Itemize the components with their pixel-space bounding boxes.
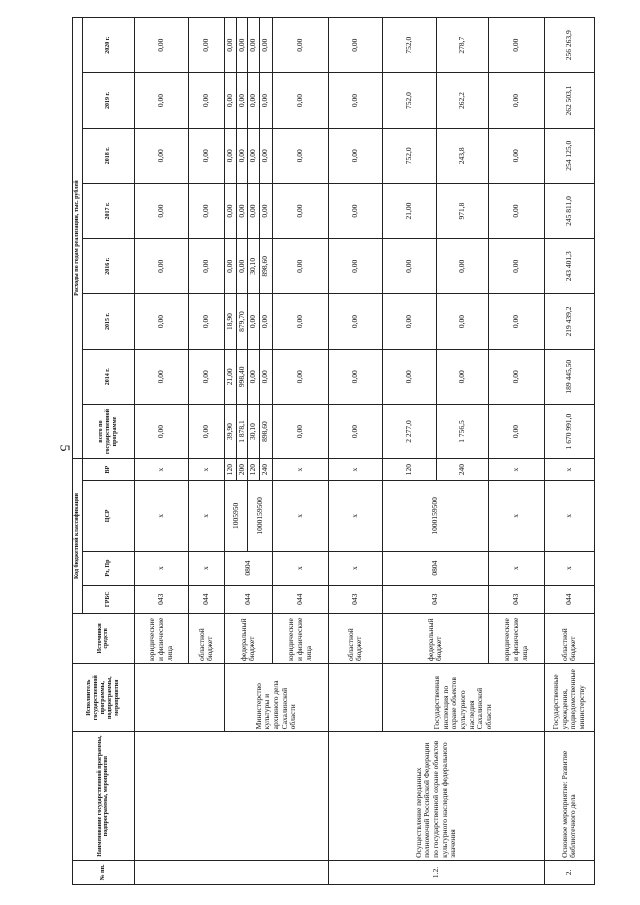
- cell-2019: 752,0: [382, 73, 436, 128]
- cell-2015: 879,70: [236, 294, 248, 349]
- cell-total: 898,60: [259, 404, 272, 458]
- cell-executor: [328, 664, 382, 732]
- cell-num: 1.2.: [328, 860, 544, 884]
- cell-2019: 0,00: [248, 73, 260, 128]
- cell-vr: 120: [382, 459, 436, 481]
- cell-2018: 0,00: [272, 128, 328, 183]
- cell-2017: 0,00: [188, 183, 224, 238]
- cell-vr: х: [188, 459, 224, 481]
- cell-2019: 0,00: [259, 73, 272, 128]
- cell-2015: 0,00: [328, 294, 382, 349]
- cell-2014: 0,00: [488, 349, 544, 404]
- cell-csr: 1005950: [224, 481, 247, 551]
- cell-2017: 0,00: [248, 183, 260, 238]
- cell-rzpr: х: [188, 551, 224, 585]
- cell-2016: 0,00: [272, 239, 328, 294]
- cell-2018: 0,00: [134, 128, 188, 183]
- cell-grbs: 044: [544, 585, 594, 613]
- header-csr: ЦСР: [82, 481, 134, 551]
- cell-vr: х: [134, 459, 188, 481]
- expenses-table: [72, 17, 595, 885]
- cell-total: 1 756,5: [436, 404, 488, 458]
- cell-grbs: 043: [382, 585, 488, 613]
- cell-2020: 0,00: [236, 18, 248, 73]
- header-year-2014: 2014 г.: [82, 349, 134, 404]
- cell-total: 2 277,0: [382, 404, 436, 458]
- cell-total: 0,00: [188, 404, 224, 458]
- cell-2016: 898,60: [259, 239, 272, 294]
- cell-csr: х: [544, 481, 594, 551]
- cell-rzpr: 0804: [382, 551, 488, 585]
- cell-2020: 256 263,9: [544, 18, 594, 73]
- cell-csr: х: [134, 481, 188, 551]
- header-year-2015: 2015 г.: [82, 294, 134, 349]
- cell-vr: 240: [259, 459, 272, 481]
- cell-2019: 262 503,1: [544, 73, 594, 128]
- cell-2017: 245 811,0: [544, 183, 594, 238]
- cell-vr: х: [544, 459, 594, 481]
- cell-2015: 0,00: [259, 294, 272, 349]
- cell-2015: 0,00: [436, 294, 488, 349]
- cell-2020: 0,00: [259, 18, 272, 73]
- cell-executor: Государственные учреждения, подведомственные министерству: [544, 664, 594, 732]
- table-row: [544, 18, 594, 885]
- cell-rzpr: х: [328, 551, 382, 585]
- cell-rzpr: х: [134, 551, 188, 585]
- cell-2017: 971,8: [436, 183, 488, 238]
- cell-2020: 0,00: [188, 18, 224, 73]
- cell-csr: х: [328, 481, 382, 551]
- cell-2020: 0,00: [272, 18, 328, 73]
- cell-2018: 0,00: [248, 128, 260, 183]
- table-row: [328, 18, 382, 885]
- cell-2015: 0,00: [272, 294, 328, 349]
- cell-2016: 0,00: [134, 239, 188, 294]
- cell-csr: 1000159500: [382, 481, 488, 551]
- cell-grbs: 043: [488, 585, 544, 613]
- cell-vr: х: [488, 459, 544, 481]
- cell-2016: 0,00: [436, 239, 488, 294]
- cell-2016: 0,00: [236, 239, 248, 294]
- cell-2015: 0,00: [382, 294, 436, 349]
- cell-2019: 262,2: [436, 73, 488, 128]
- cell-2015: 0,00: [188, 294, 224, 349]
- header-num: № пп.: [73, 860, 135, 884]
- cell-2014: 0,00: [272, 349, 328, 404]
- cell-2014: 0,00: [328, 349, 382, 404]
- cell-2016: 0,00: [382, 239, 436, 294]
- cell-2018: 752,0: [382, 128, 436, 183]
- cell-rzpr: х: [488, 551, 544, 585]
- cell-2018: 243,8: [436, 128, 488, 183]
- cell-total: 1 670 991,0: [544, 404, 594, 458]
- cell-2016: 0,00: [188, 239, 224, 294]
- cell-2014: 189 445,50: [544, 349, 594, 404]
- cell-vr: 120: [224, 459, 236, 481]
- cell-2020: 0,00: [134, 18, 188, 73]
- cell-source: областной бюджет: [328, 613, 382, 663]
- cell-grbs: 043: [134, 585, 188, 613]
- cell-total: 0,00: [488, 404, 544, 458]
- header-year-2017: 2017 г.: [82, 183, 134, 238]
- cell-rzpr: 0804: [224, 551, 272, 585]
- cell-source: федеральный бюджет: [224, 613, 272, 663]
- table-row: [134, 18, 188, 885]
- cell-2018: 0,00: [488, 128, 544, 183]
- cell-2017: 0,00: [328, 183, 382, 238]
- rotated-table-wrapper: [72, 17, 624, 885]
- cell-2019: 0,00: [236, 73, 248, 128]
- cell-2020: 752,0: [382, 18, 436, 73]
- cell-2015: 219 439,2: [544, 294, 594, 349]
- cell-2016: 243 401,3: [544, 239, 594, 294]
- cell-grbs: 044: [272, 585, 328, 613]
- cell-2018: 0,00: [328, 128, 382, 183]
- cell-2015: 0,00: [134, 294, 188, 349]
- header-budget-code: Код бюджетной классификации: [73, 459, 83, 614]
- cell-2014: 0,00: [134, 349, 188, 404]
- cell-name: [134, 732, 328, 861]
- cell-2018: 0,00: [259, 128, 272, 183]
- cell-source: юридические и физические лица: [134, 613, 188, 663]
- cell-source: юридические и физические лица: [488, 613, 544, 663]
- header-year-2016: 2016 г.: [82, 239, 134, 294]
- cell-2017: 21,00: [382, 183, 436, 238]
- cell-executor: [134, 664, 224, 732]
- cell-2016: 0,00: [224, 239, 236, 294]
- header-executor: Исполнитель государственной программы, подпрограммы, мероприятия: [73, 664, 135, 732]
- cell-2018: 0,00: [224, 128, 236, 183]
- cell-total: 1 878,1: [236, 404, 248, 458]
- cell-grbs: 044: [188, 585, 224, 613]
- cell-2015: 18,90: [224, 294, 236, 349]
- cell-vr: х: [328, 459, 382, 481]
- cell-csr: х: [488, 481, 544, 551]
- cell-source: юридические и физические лица: [272, 613, 328, 663]
- cell-2020: 278,7: [436, 18, 488, 73]
- cell-2019: 0,00: [488, 73, 544, 128]
- header-year-2019: 2019 г.: [82, 73, 134, 128]
- cell-source: областной бюджет: [544, 613, 594, 663]
- cell-2019: 0,00: [188, 73, 224, 128]
- cell-2019: 0,00: [134, 73, 188, 128]
- cell-2018: 0,00: [236, 128, 248, 183]
- header-year-2018: 2018 г.: [82, 128, 134, 183]
- cell-2020: 0,00: [224, 18, 236, 73]
- header-vr: ВР: [82, 459, 134, 481]
- cell-2017: 0,00: [488, 183, 544, 238]
- cell-num: 2.: [544, 860, 594, 884]
- cell-2019: 0,00: [224, 73, 236, 128]
- cell-2014: 21,00: [224, 349, 236, 404]
- cell-grbs: 044: [224, 585, 272, 613]
- cell-2014: 0,00: [436, 349, 488, 404]
- cell-name: Основное мероприятие: Развитие библиотечного дела: [544, 732, 594, 861]
- cell-2018: 0,00: [188, 128, 224, 183]
- cell-total: 39,90: [224, 404, 236, 458]
- cell-vr: 120: [248, 459, 260, 481]
- cell-source: областной бюджет: [188, 613, 224, 663]
- cell-2017: 0,00: [224, 183, 236, 238]
- cell-grbs: 043: [328, 585, 382, 613]
- cell-vr: х: [272, 459, 328, 481]
- header-expenses: Расходы по годам реализации, тыс. рублей: [73, 18, 83, 459]
- cell-2015: 0,00: [248, 294, 260, 349]
- cell-2014: 0,00: [248, 349, 260, 404]
- cell-2016: 0,00: [488, 239, 544, 294]
- cell-2018: 254 125,0: [544, 128, 594, 183]
- cell-2014: 0,00: [382, 349, 436, 404]
- cell-total: 30,10: [248, 404, 260, 458]
- cell-csr: х: [188, 481, 224, 551]
- cell-rzpr: х: [272, 551, 328, 585]
- cell-2017: 0,00: [272, 183, 328, 238]
- cell-2016: 30,10: [248, 239, 260, 294]
- cell-total: 0,00: [328, 404, 382, 458]
- header-rzpr: Рз, Пр: [82, 551, 134, 585]
- cell-2017: 0,00: [134, 183, 188, 238]
- cell-2019: 0,00: [328, 73, 382, 128]
- cell-2014: 0,00: [259, 349, 272, 404]
- cell-2020: 0,00: [488, 18, 544, 73]
- cell-2015: 0,00: [488, 294, 544, 349]
- cell-executor: Министерство культуры и архивного дела Сахалинской области: [224, 664, 328, 732]
- header-name: Наименование государственной программы, подпрограммы, мероприятия: [73, 732, 135, 861]
- page-number: 5: [56, 444, 72, 452]
- header-source: Источники средств: [73, 613, 135, 663]
- cell-num: [134, 860, 328, 884]
- cell-total: 0,00: [134, 404, 188, 458]
- cell-2017: 0,00: [236, 183, 248, 238]
- header-year-2020: 2020 г.: [82, 18, 134, 73]
- cell-2020: 0,00: [328, 18, 382, 73]
- cell-2016: 0,00: [328, 239, 382, 294]
- header-total: всего по государственной программе: [82, 404, 134, 458]
- header-grbs: ГРБС: [82, 585, 134, 613]
- cell-csr: 1000159500: [248, 481, 273, 551]
- cell-2019: 0,00: [272, 73, 328, 128]
- cell-vr: 200: [236, 459, 248, 481]
- cell-2014: 998,40: [236, 349, 248, 404]
- cell-source: федеральный бюджет: [382, 613, 488, 663]
- cell-rzpr: х: [544, 551, 594, 585]
- cell-executor: Государственная инспекция по охране объектов культурного наследия Сахалинской области: [382, 664, 544, 732]
- cell-2014: 0,00: [188, 349, 224, 404]
- cell-name: Осуществление переданных полномочий Российской Федерации по государственной охране объектов культурного наследия федерального значения: [328, 732, 544, 861]
- cell-2017: 0,00: [259, 183, 272, 238]
- cell-total: 0,00: [272, 404, 328, 458]
- cell-2020: 0,00: [248, 18, 260, 73]
- cell-csr: х: [272, 481, 328, 551]
- cell-vr: 240: [436, 459, 488, 481]
